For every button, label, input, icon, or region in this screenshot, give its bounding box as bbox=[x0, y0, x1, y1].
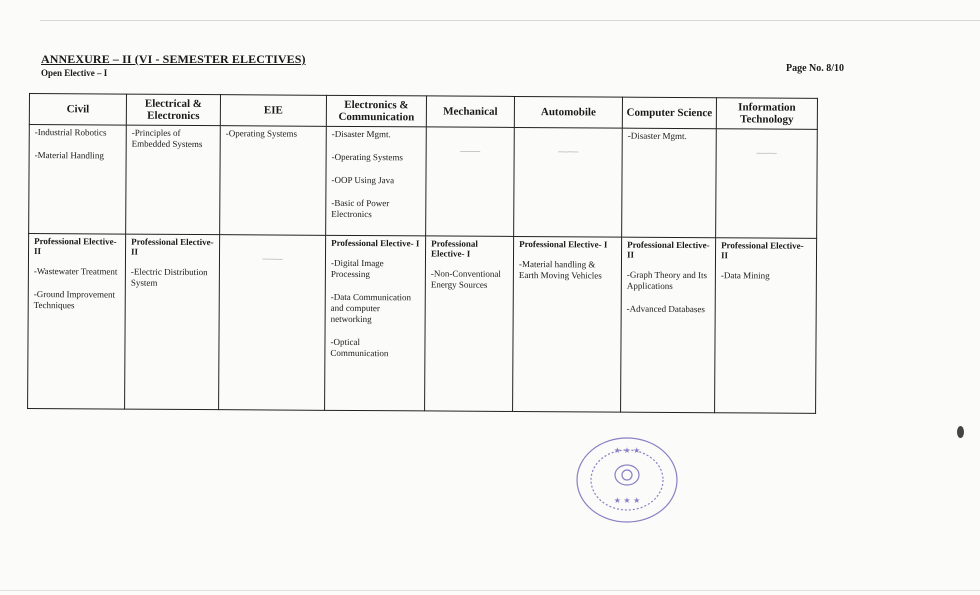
elective-category: Professional Elective- II bbox=[131, 236, 214, 257]
elective-category: Professional Elective- II bbox=[34, 236, 117, 257]
elective-course: -Disaster Mgmt. bbox=[331, 128, 391, 140]
empty-dash: —— bbox=[262, 253, 283, 265]
elective-course: -OOP Using Java bbox=[331, 174, 395, 186]
margin-mark bbox=[957, 426, 964, 438]
table-cell bbox=[514, 127, 623, 237]
table-cell bbox=[622, 128, 717, 238]
table-cell bbox=[621, 237, 716, 413]
table-cell bbox=[29, 125, 127, 235]
elective-course: -Ground Improvement Techniques bbox=[33, 289, 116, 311]
col-header: Mechanical bbox=[426, 96, 514, 128]
university-seal bbox=[575, 435, 679, 525]
elective-course: -Wastewater Treatment bbox=[33, 266, 118, 277]
elective-course: -Graph Theory and Its Applications bbox=[626, 269, 707, 291]
table-cell bbox=[425, 236, 514, 412]
table-cell bbox=[28, 234, 126, 410]
empty-dash: —— bbox=[460, 145, 481, 157]
col-header: EIE bbox=[220, 95, 326, 127]
elective-course: -Disaster Mgmt. bbox=[627, 130, 687, 142]
elective-category: Professional Elective- I bbox=[430, 238, 478, 259]
elective-course: -Data Communication and computer networking bbox=[330, 291, 412, 325]
elective-course: -Material Handling bbox=[34, 150, 104, 161]
col-header: Civil bbox=[29, 94, 126, 126]
table-cell bbox=[220, 126, 327, 236]
table-cell bbox=[513, 236, 622, 412]
top-rule bbox=[40, 20, 980, 21]
electives-table bbox=[27, 93, 818, 414]
table-cell bbox=[716, 129, 818, 239]
elective-course: -Principles of Embedded Systems bbox=[131, 127, 203, 150]
empty-dash: —— bbox=[558, 146, 579, 158]
svg-text:★ ★ ★: ★ ★ ★ bbox=[613, 496, 641, 505]
page-number: Page No. 8/10 bbox=[786, 63, 845, 74]
elective-category: Professional Elective- I bbox=[519, 238, 608, 250]
table-cell bbox=[715, 238, 817, 414]
elective-course: -Operating Systems bbox=[331, 151, 403, 163]
elective-course: -Non-Conventional Energy Sources bbox=[430, 268, 501, 290]
elective-category: Professional Elective- II bbox=[626, 239, 710, 260]
col-header: Information Technology bbox=[716, 98, 817, 130]
elective-course: -Operating Systems bbox=[225, 128, 298, 139]
table-cell bbox=[326, 126, 427, 236]
table-cell bbox=[325, 235, 426, 411]
table-cell bbox=[126, 125, 221, 235]
elective-course: -Digital Image Processing bbox=[330, 257, 384, 280]
table-cell bbox=[219, 235, 326, 411]
col-header: Electrical & Electronics bbox=[126, 94, 220, 126]
elective-course: -Industrial Robotics bbox=[34, 127, 107, 138]
col-header: Computer Science bbox=[622, 97, 716, 129]
elective-course: -Electric Distribution System bbox=[130, 266, 208, 288]
col-header: Automobile bbox=[514, 96, 622, 128]
elective-course: -Basic of Power Electronics bbox=[331, 197, 390, 220]
elective-category: Professional Elective- I bbox=[331, 237, 420, 249]
elective-course: -Data Mining bbox=[720, 270, 770, 281]
open-elective-subtitle: Open Elective – I bbox=[41, 68, 108, 78]
elective-course: -Material handling & Earth Moving Vehicles bbox=[518, 258, 602, 281]
elective-category: Professional Elective- II bbox=[720, 240, 804, 261]
open-elective-row bbox=[29, 125, 818, 239]
header-row bbox=[29, 94, 817, 130]
elective-course: -Advanced Databases bbox=[626, 303, 705, 315]
annexure-title: ANNEXURE – II (VI - SEMESTER ELECTIVES) bbox=[41, 52, 306, 66]
empty-dash: —— bbox=[756, 147, 777, 159]
col-header: Electronics & Communication bbox=[326, 95, 426, 127]
professional-elective-row bbox=[28, 234, 817, 414]
table-cell bbox=[426, 127, 515, 237]
table-cell bbox=[125, 234, 220, 410]
bottom-rule bbox=[0, 590, 980, 591]
svg-text:★ ★ ★: ★ ★ ★ bbox=[613, 446, 641, 455]
elective-course: -Optical Communication bbox=[330, 336, 389, 359]
